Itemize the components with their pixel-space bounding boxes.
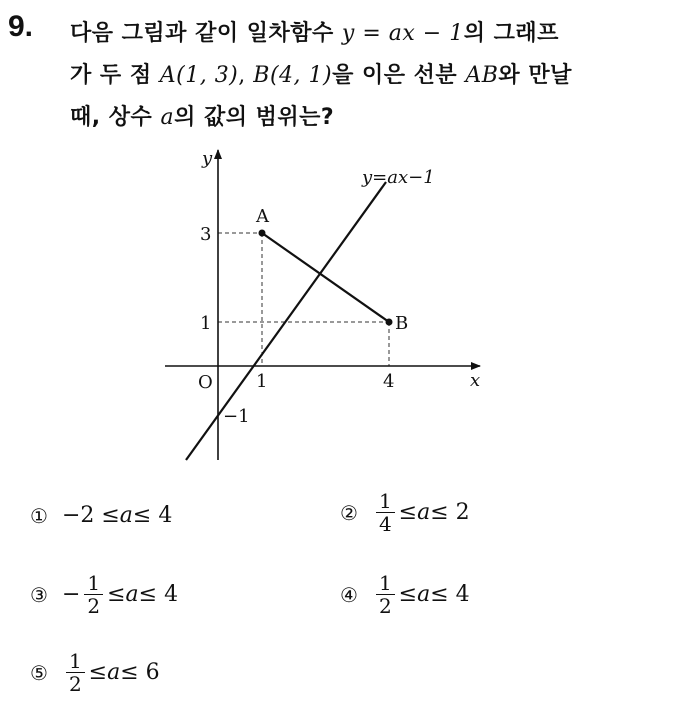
tick-label-y-3: 3 (200, 224, 212, 245)
choice-text: ≤ (398, 500, 418, 525)
choice-3[interactable] (30, 572, 178, 617)
y-axis-label: y (202, 148, 213, 169)
choice-text: ≤ 4 (132, 503, 173, 528)
choice-variable: a (107, 660, 121, 685)
choice-text: ≤ (88, 660, 108, 685)
point-a (259, 230, 266, 237)
point-b-text: B(4, 1) (253, 63, 333, 88)
x-axis-label: x (470, 370, 481, 391)
choice-number: ③ (30, 582, 48, 607)
question-text: 와 만날 (498, 63, 572, 88)
choice-text: −2 ≤ (61, 503, 120, 528)
point-a-label: A (256, 206, 269, 227)
point-b (386, 319, 393, 326)
tick-label-x-1: 1 (256, 371, 268, 392)
question-text: 의 그래프 (463, 21, 559, 46)
choice-number: ④ (340, 582, 358, 607)
choice-text: ≤ 4 (138, 582, 179, 607)
tick-label-y-1: 1 (200, 313, 212, 334)
function-line (186, 182, 386, 460)
fraction-denominator: 2 (376, 594, 395, 617)
choice-number: ② (340, 500, 358, 525)
fraction (376, 572, 395, 617)
line-label: y=ax−1 (362, 167, 435, 188)
question-number: 9. (8, 10, 34, 43)
choice-variable: a (119, 503, 133, 528)
choice-text: ≤ 6 (120, 660, 160, 685)
fraction (66, 650, 85, 695)
choice-4[interactable] (340, 572, 470, 617)
tick-label-y-neg1: −1 (223, 406, 250, 427)
equation-text: y = ax − 1 (341, 21, 464, 46)
choice-text: ≤ 2 (430, 500, 470, 525)
fraction-numerator: 1 (87, 571, 101, 595)
question-text: 다음 그림과 같이 일차함수 (70, 21, 342, 46)
choice-sign: − (61, 582, 81, 607)
choice-2[interactable] (340, 490, 470, 535)
question-text: 때, 상수 (70, 105, 161, 130)
variable-text: a (160, 105, 175, 130)
choice-5[interactable] (30, 650, 160, 695)
question-text: 의 값의 범위는? (174, 105, 335, 130)
choice-text: ≤ (107, 582, 126, 607)
question-text: 가 두 점 (70, 63, 160, 88)
point-a-text: A(1, 3) (159, 63, 239, 88)
fraction (376, 490, 395, 535)
origin-label: O (198, 372, 213, 393)
segment-text: AB (465, 63, 499, 88)
choice-number: ⑤ (30, 660, 48, 685)
choice-text: ≤ (398, 582, 418, 607)
choice-variable: a (125, 582, 139, 607)
choice-number: ① (30, 503, 48, 528)
point-b-label: B (395, 313, 409, 334)
fraction-numerator: 1 (378, 571, 392, 595)
fraction-denominator: 4 (376, 512, 395, 535)
question-text: 을 이은 선분 (332, 63, 466, 88)
fraction-denominator: 2 (84, 594, 103, 617)
segment-ab (262, 233, 389, 322)
fraction-numerator: 1 (378, 489, 392, 513)
choice-variable: a (417, 582, 431, 607)
fraction-numerator: 1 (68, 649, 82, 673)
choice-variable: a (417, 500, 431, 525)
fraction (84, 572, 103, 617)
comma-text: , (238, 63, 254, 88)
fraction-denominator: 2 (66, 672, 85, 695)
tick-label-x-4: 4 (383, 371, 395, 392)
choice-text: ≤ 4 (430, 582, 470, 607)
choice-1[interactable] (30, 503, 172, 528)
